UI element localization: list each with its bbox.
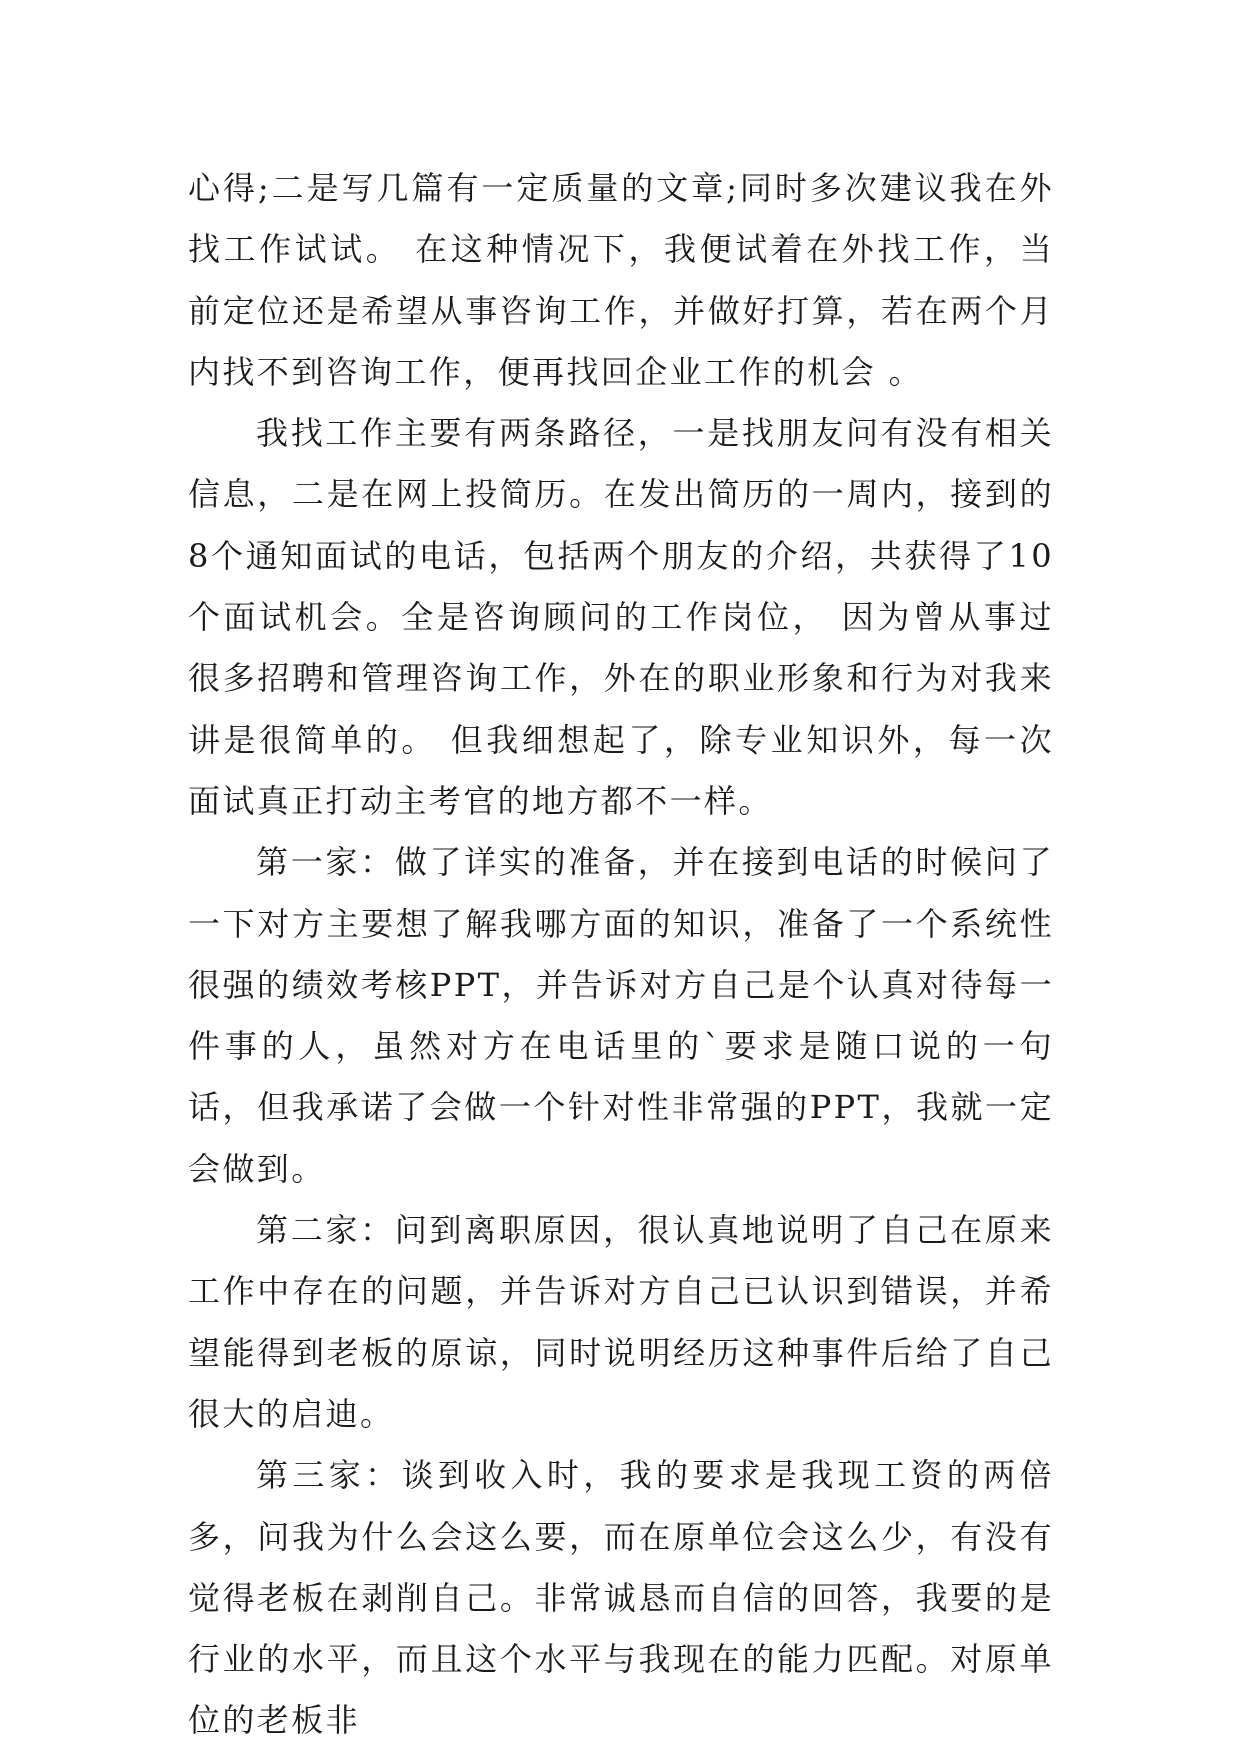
paragraph-continuation: 心得;二是写几篇有一定质量的文章;同时多次建议我在外找工作试试。 在这种情况下，我便试着在外找工作，当前定位还是希望从事咨询工作，并做好打算，若在两个月内找不到咨询工作，便再找回企业工作的机会 。 bbox=[188, 169, 1054, 391]
body-text bbox=[188, 158, 1054, 1752]
paragraph-first-company: 第一家：做了详实的准备，并在接到电话的时候问了一下对方主要想了解我哪方面的知识，准备了一个系统性很强的绩效考核PPT，并告诉对方自己是个认真对待每一件事的人，虽然对方在电话里的`要求是随口说的一句话，但我承诺了会做一个针对性非常强的PPT，我就一定会做到。 bbox=[188, 843, 1054, 1188]
paragraph-job-search-paths: 我找工作主要有两条路径，一是找朋友问有没有相关信息，二是在网上投简历。在发出简历的一周内，接到的8个通知面试的电话，包括两个朋友的介绍，共获得了10个面试机会。全是咨询顾问的工作岗位， 因为曾从事过很多招聘和管理咨询工作，外在的职业形象和行为对我来讲是很简单的。 但我细想起了，除专业知识外，每一次面试真正打动主考官的地方都不一样。 bbox=[188, 414, 1054, 820]
paragraph-third-company: 第三家：谈到收入时，我的要求是我现工资的两倍多，问我为什么会这么要，而在原单位会这么少，有没有觉得老板在剥削自己。非常诚恳而自信的回答，我要的是行业的水平，而且这个水平与我现在的能力匹配。对原单位的老板非 bbox=[188, 1456, 1054, 1740]
paragraph-second-company: 第二家：问到离职原因，很认真地说明了自己在原来工作中存在的问题，并告诉对方自己已认识到错误，并希望能得到老板的原谅，同时说明经历这种事件后给了自己很大的启迪。 bbox=[188, 1211, 1054, 1433]
